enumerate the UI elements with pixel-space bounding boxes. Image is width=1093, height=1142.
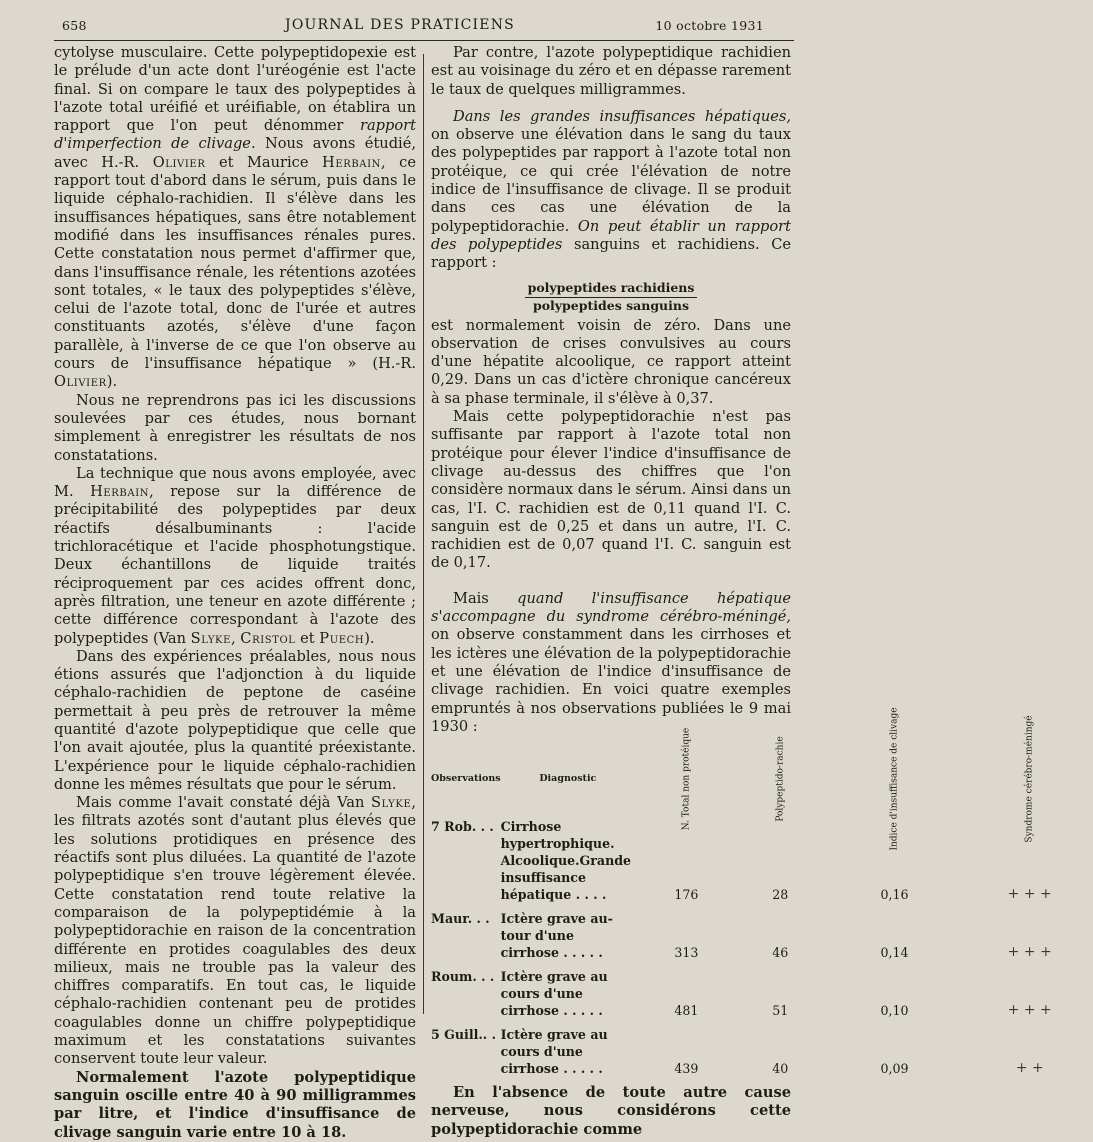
column-header-diagnostic: Diagnostic [539, 772, 597, 784]
column-header-polypeptidorachie: Polypeptido-rachie [775, 735, 786, 822]
fraction-denominator: polypeptides sanguins [532, 297, 690, 313]
paragraph: Nous ne reprendrons pas ici les discussions soulevées par ces études, nous bornant simplement à enregistrer les résultats de nos constatations. [54, 391, 416, 464]
table-row: 7 Rob. . . Cirrhose hypertrophique. Alcoolique.Grande insuffisance hépatique . . . . 176 28 0,16 + + + [431, 819, 1052, 903]
paragraph: Dans des expériences préalables, nous nous étions assurés que l'adjonction à du liquide céphalo-rachidien de peptone de caséine permettait à peu près de retrouver la même quantité d'azote polypeptidique que celle que l'on avait ajoutée, plus la quantité préexistante. L'expérience pour le liquide céphalo-rachidien donne les mêmes résultats que pour le sérum. [54, 647, 416, 793]
paragraph: En l'absence de toute autre cause nerveuse, nous considérons cette polypeptidorachie comme [431, 1084, 791, 1138]
table-row: 5 Guill.. . Ictère grave au cours d'une cirrhose . . . . . 439 40 0,09 + + [431, 1027, 1044, 1077]
paragraph: Dans les grandes insuffisances hépatiques, on observe une élévation dans le sang du taux des polypeptides par rapport à l'azote total non protéique, ce qui crée l'élévation de notre indice de l'insuffisance de clivage. Il se produit dans ces cas une élévation de la polypeptidorachie. On peut établir un rapport des polypeptides sanguins et rachidiens. Ce rapport : [431, 107, 791, 272]
paragraph: Par contre, l'azote polypeptidique rachidien est au voisinage du zéro et en dépasse rarement le taux de quelques milligrammes. [431, 44, 791, 98]
column-header-observations: Observations [431, 772, 501, 784]
running-header [0, 14, 800, 36]
paragraph: Mais quand l'insuffisance hépatique s'accompagne du syndrome cérébro-méningé, on observe constamment dans les cirrhoses et les ictères une élévation de la polypeptidorachie et une élévation de l'indice d'insuffisance de clivage rachidien. En voici quatre exemples empruntés à nos observations publiées le 9 mai 1930 : [431, 589, 791, 735]
table-row: Roum. . . Ictère grave au cours d'une cirrhose . . . . . 481 51 0,10 + + + [431, 969, 1052, 1019]
journal-title: JOURNAL DES PRATICIENS [285, 17, 515, 33]
ratio-fraction [431, 280, 791, 314]
column-divider [423, 54, 424, 1014]
table-row: Maur. . . Ictère grave au-tour d'une cirrhose . . . . . 313 46 0,14 + + + [431, 911, 1052, 961]
paragraph: cytolyse musculaire. Cette polypeptidopexie est le prélude d'un acte dont l'uréogénie est l'acte final. Si on compare le taux des polypeptides à l'azote total uréifié et uréifiable, on établira un rapport que l'on peut dénommer rapport d'imperfection de clivage. Nous avons étudié, avec H.-R. Olivier et Maurice Herbain, ce rapport tout d'abord dans le sérum, puis dans le liquide céphalo-rachidien. Il s'élève dans les insuffisances hépatiques, sans être notablement modifié dans les insuffisances rénales pures. Cette constatation nous permet d'affirmer que, dans l'insuffisance rénale, les rétentions azotées sont totales, « le taux des polypeptides s'élève, celui de l'azote total, donc de l'urée et autres constituants azotés, s'élève d'une façon parallèle, à l'inverse de ce que l'on observe au cours de l'insuffisance hépatique » (H.-R. Olivier). [54, 44, 416, 391]
right-column [431, 44, 1052, 1139]
paragraph: Mais comme l'avait constaté déjà Van Slyke, les filtrats azotés sont d'autant plus élevés que les solutions protidiques en présence des réactifs sont plus diluées. La quantité de l'azote polypeptidique s'en trouve légèrement élevée. Cette constatation rend toute relative la comparaison de la polypeptidémie à la polypeptidorachie en raison de la concentration différente en protides coagulables des deux milieux, mais ne trouble pas la valeur des chiffres comparatifs. En tout cas, le liquide céphalo-rachidien contenant peu de protides coagulables donne un chiffre polypeptidique maximum et les constatations suivantes conservent toute leur valeur. [54, 794, 416, 1068]
paragraph: est normalement voisin de zéro. Dans une observation de crises convulsives au cours d'une hépatite alcoolique, ce rapport atteint 0,29. Dans un cas d'ictère chronique cancéreux à sa phase terminale, il s'élève à 0,37. [431, 316, 791, 407]
paragraph: La technique que nous avons employée, avec M. Herbain, repose sur la différence de précipitabilité des polypeptides par deux réactifs désalbuminants : l'acide trichloracétique et l'acide phosphotungstique. Deux échantillons de liquide traités réciproquement par ces acides offrent donc, après filtration, une teneur en azote différente ; cette différence correspondant à l'azote des polypeptides (Van Slyke, Cristol et Puech). [54, 464, 416, 647]
column-header-ntotal: N. Total non protéique [681, 727, 692, 830]
left-column [54, 44, 416, 1142]
issue-date: 10 octobre 1931 [655, 18, 764, 33]
column-header-indice: Indice d'insuffisance de clivage [889, 707, 900, 851]
paragraph: Mais cette polypeptidorachie n'est pas suffisante par rapport à l'azote total non protéique pour élever l'indice d'insuffisance de clivage au-dessus des chiffres que l'on considère normaux dans le sérum. Ainsi dans un cas, l'I. C. rachidien est de 0,11 quand l'I. C. sanguin est de 0,25 et dans un autre, l'I. C. rachidien est de 0,07 quand l'I. C. sanguin est de 0,17. [431, 408, 791, 572]
header-rule [54, 40, 794, 41]
observations-table [431, 707, 1093, 1084]
paragraph: Normalement l'azote polypeptidique sanguin oscille entre 40 à 90 milligrammes par litre, et l'indice d'insuffisance de clivage sanguin varie entre 10 à 18. [54, 1068, 416, 1141]
column-header-syndrome: Syndrome cérébro-méningé [1024, 715, 1035, 843]
page-number: 658 [62, 18, 87, 33]
fraction-numerator: polypeptides rachidiens [525, 280, 698, 298]
